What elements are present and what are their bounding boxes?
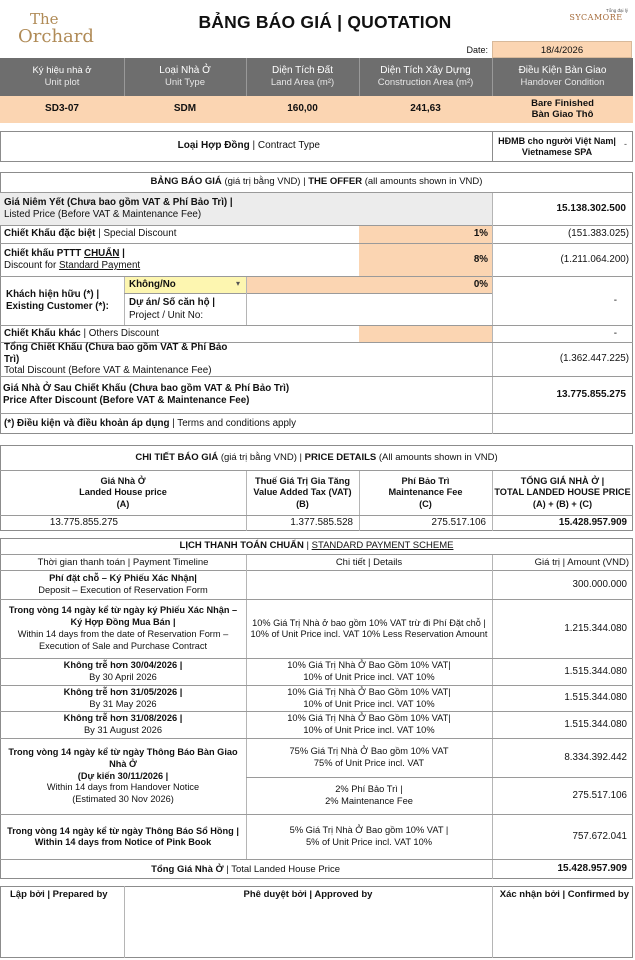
schedule-total-label: Tổng Giá Nhà Ở | Total Landed House Price [151,863,340,875]
schedule-aug-details: 10% Giá Trị Nhà Ở Bao Gồm 10% VAT| 10% of Unit Price incl. VAT 10% [287,713,451,735]
project-unit-label: Dự án/ Số căn hộ | Project / Unit No: [129,297,216,321]
price-after-discount-value: 13.775.855.275 [556,388,626,400]
existing-customer-value: - [613,294,617,306]
special-discount-label: Chiết Khấu đặc biệt | Special Discount [4,228,177,240]
pd-col-maintenance: Phí Bảo Trì Maintenance Fee (C) [388,475,463,509]
land-area-value: 160,00 [287,103,318,115]
pd-total-value: 15.428.957.909 [558,517,627,529]
pd-col-vat: Thuế Giá Trị Gia Tăng Value Added Tax (VAT) (B) [253,475,352,509]
offer-heading: BẢNG BÁO GIÁ (giá trị bằng VND) | THE OFFER (all amounts shown in VND) [150,176,483,188]
schedule-apr-amount: 1.515.344.080 [564,665,627,677]
listed-price-value: 15.138.302.500 [556,202,626,214]
existing-customer-pct[interactable]: 0% [473,278,488,290]
existing-customer-label: Khách hiện hữu (*) | Existing Customer (*): [6,288,109,312]
brand-name: SYCAMORE [569,12,623,22]
others-discount-input[interactable] [359,326,492,342]
logo-line1: The [30,10,59,28]
schedule-row-may: Không trễ hơn 31/05/2026 | By 31 May 2026 [63,686,183,709]
total-discount-value: (1.362.447.225) [559,353,629,365]
price-details-heading: CHI TIẾT BÁO GIÁ (giá trị bằng VND) | PRICE DETAILS (All amounts shown in VND) [135,451,498,463]
standard-payment-value: (1.211.064.200) [560,253,629,265]
special-discount-pct[interactable]: 1% [473,228,488,240]
schedule-handover-details: 75% Giá Trị Nhà Ở Bao gồm 10% VAT 75% of Unit Price incl. VAT [289,746,449,768]
brand-small: Tổng đại lý [605,8,628,13]
schedule-aug-amount: 1.515.344.080 [564,718,627,730]
schedule-col-timeline: Thời gian thanh toán | Payment Timeline [37,556,209,568]
schedule-maintenance-details: 2% Phí Bảo Trì | 2% Maintenance Fee [325,784,413,806]
schedule-heading: LỊCH THANH TOÁN CHUẨN | STANDARD PAYMENT SCHEME [179,540,454,552]
total-discount-label: Tổng Chiết Khấu (Chưa bao gồm VAT & Phí Bảo Trì) Total Discount (Before VAT & Maintenance Fee) [4,342,228,377]
schedule-row-deposit: Phí đặt chỗ – Ký Phiếu Xác Nhận| Deposit – Execution of Reservation Form [38,573,208,595]
others-discount-value: - [613,327,617,339]
contract-dropdown-icon[interactable]: - [624,139,627,149]
special-discount-value: (151.383.025) [567,228,629,240]
pd-col-landed: Giá Nhà Ở Landed House price (A) [79,475,167,509]
approved-by: Phê duyệt bởi | Approved by [243,889,373,901]
schedule-col-details: Chi tiết | Details [335,556,403,568]
pd-vat-value: 1.377.585.528 [290,517,353,529]
date-label: Date: [466,45,488,55]
schedule-row-handover: Trong vòng 14 ngày kể từ ngày Thông Báo Bàn Giao Nhà Ở (Dự kiến 30/11/2026 | Within 14 days from Handover Notice (Estimated 30 Nov 2026) [8,746,238,805]
schedule-pink-book-details: 5% Giá Trị Nhà Ở Bao gồm 10% VAT | 5% of Unit Price incl. VAT 10% [289,825,449,847]
existing-customer-dropdown-icon[interactable]: ▾ [236,279,241,288]
others-discount-label: Chiết Khấu khác | Others Discount [4,327,160,339]
schedule-row-aug: Không trễ hơn 31/08/2026 | By 31 August 2026 [63,713,183,735]
schedule-total-amount: 15.428.957.909 [557,863,627,875]
col-handover-condition: Điều Kiện Bàn Giao Handover Condition [518,64,607,89]
pd-col-total: TỔNG GIÁ NHÀ Ở | TOTAL LANDED HOUSE PRICE (A) + (B) + (C) [494,475,631,509]
unit-plot-value: SD3-07 [45,103,79,115]
schedule-handover-amount: 8.334.392.442 [564,751,627,763]
date-value: 18/4/2026 [492,41,632,58]
pd-landed-value: 13.775.855.275 [49,517,118,529]
schedule-row-pink-book: Trong vòng 14 ngày kể từ ngày Thông Báo Sổ Hồng | Within 14 days from Notice of Pink Book [7,825,239,847]
schedule-spa-details: 10% Giá Trị Nhà ở bao gồm 10% VAT trừ đi Phí Đặt chỗ | 10% of Unit Price incl. VAT 10% Less Reservation Amount [250,617,488,639]
schedule-apr-details: 10% Giá Trị Nhà Ở Bao Gồm 10% VAT| 10% of Unit Price incl. VAT 10% [287,660,451,682]
unit-type-value: SDM [173,103,197,115]
schedule-maintenance-amount: 275.517.106 [572,789,627,801]
project-unit-input[interactable] [247,294,492,325]
col-construction-area: Diện Tích Xây Dựng Construction Area (m²) [377,64,474,89]
prepared-by: Lập bởi | Prepared by [10,889,108,901]
logo [18,12,108,47]
listed-price-label: Giá Niêm Yết (Chưa bao gồm VAT & Phí Bảo Trì) | Listed Price (Before VAT & Maintenance Fee) [4,196,233,220]
schedule-row-spa: Trong vòng 14 ngày kể từ ngày ký Phiếu Xác Nhận – Ký Hợp Đồng Mua Bán | Within 14 days from the date of Reservation Form – Execution of Sale and Purchase Contract [8,605,238,651]
price-after-discount-label: Giá Nhà Ở Sau Chiết Khấu (Chưa bao gồm VAT & Phí Bảo Trì) Price After Discount (Before VAT & Maintenance Fee) [3,382,290,406]
logo-line2: Orchard [18,25,94,47]
pd-maintenance-value: 275.517.106 [431,517,486,529]
schedule-col-amount: Giá trị | Amount (VND) [534,556,629,568]
col-unit-type: Loại Nhà Ở Unit Type [159,64,211,89]
brand-logo [560,9,632,23]
schedule-pink-book-amount: 757.672.041 [572,830,627,842]
contract-type-select[interactable]: HĐMB cho người Việt Nam| Vietnamese SPA [498,135,616,157]
construction-area-value: 241,63 [410,103,441,115]
col-unit-plot: Ký hiệu nhà ở Unit plot [32,65,92,88]
page-title: BẢNG BÁO GIÁ | QUOTATION [198,12,452,32]
schedule-spa-amount: 1.215.344.080 [564,622,627,634]
schedule-may-details: 10% Giá Trị Nhà Ở Bao Gồm 10% VAT| 10% of Unit Price incl. VAT 10% [287,686,451,709]
contract-label: Loại Hợp Đồng | Contract Type [177,140,320,152]
schedule-may-amount: 1.515.344.080 [564,692,627,704]
schedule-deposit-amount: 300.000.000 [572,578,627,590]
col-land-area: Diện Tích Đất Land Area (m²) [270,64,335,89]
terms-note: (*) Điều kiện và điều khoản áp dụng | Terms and conditions apply [4,417,297,429]
existing-customer-select[interactable]: Không/No [129,278,176,290]
handover-condition-value: Bare Finished Bàn Giao Thô [531,97,594,120]
confirmed-by: Xác nhận bởi | Confirmed by [499,889,629,901]
standard-payment-discount-label: Chiết khấu PTTT CHUẨN | Discount for Standard Payment [4,247,141,271]
schedule-row-apr: Không trễ hơn 30/04/2026 | By 30 April 2026 [63,660,183,682]
standard-payment-pct[interactable]: 8% [473,253,488,265]
